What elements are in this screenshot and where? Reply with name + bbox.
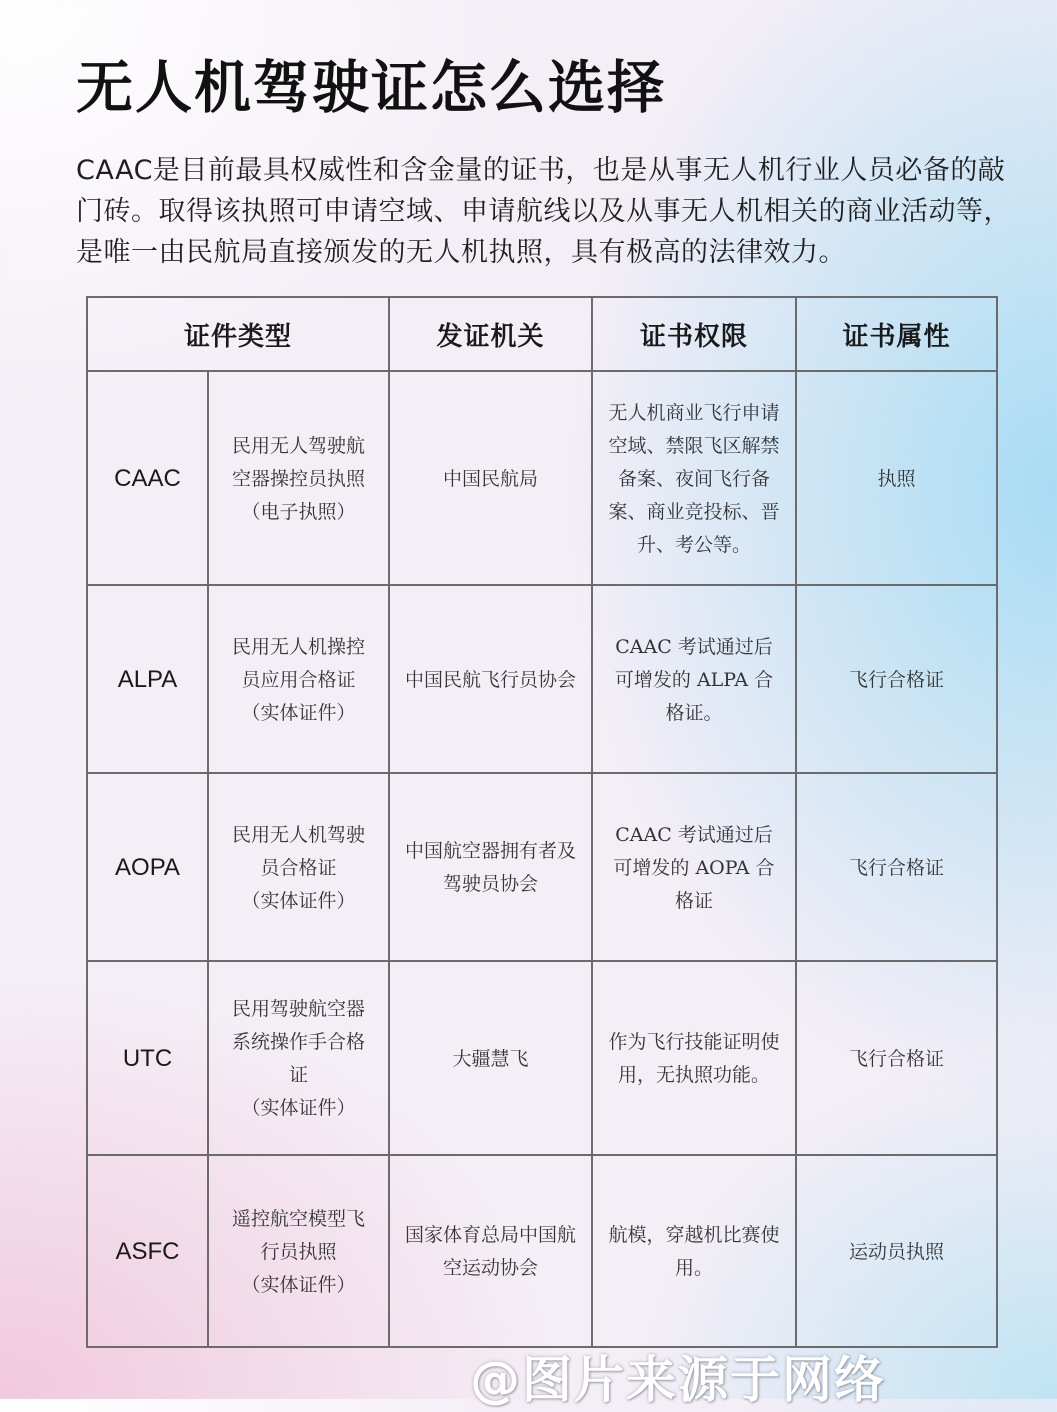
- issuer-cell: [390, 1156, 593, 1348]
- table-row: [88, 772, 996, 962]
- license-name: 民用无人机驾驶员合格证: [231, 823, 365, 879]
- issuer: 大疆慧飞: [452, 1047, 529, 1070]
- license-name: 遥控航空模型飞行员执照: [231, 1207, 365, 1263]
- license-comparison-table: [86, 296, 998, 1348]
- attribute-cell: [797, 372, 996, 586]
- attribute: 运动员执照: [848, 1240, 944, 1263]
- issuer-cell: [390, 962, 593, 1156]
- attribute-cell: [797, 962, 996, 1156]
- permission: 无人机商业飞行申请空域、禁限飞区解禁备案、夜间飞行备案、商业竞投标、晋升、考公等。: [608, 401, 780, 556]
- header-cell-permission: 证书权限: [593, 298, 797, 370]
- license-form: （实体证件）: [241, 1097, 356, 1119]
- issuer-cell: [390, 372, 593, 586]
- permission: CAAC 考试通过后可增发的 AOPA 合格证: [613, 823, 775, 912]
- license-form: （实体证件）: [241, 701, 356, 724]
- header-cell-type: 证件类型: [88, 298, 390, 370]
- attribute: 执照: [877, 467, 916, 490]
- attribute-cell: [797, 586, 996, 774]
- issuer: 国家体育总局中国航空运动协会: [404, 1224, 576, 1279]
- issuer-cell: [390, 586, 593, 774]
- attribute: 飞行合格证: [848, 1047, 944, 1070]
- attribute: 飞行合格证: [848, 856, 944, 879]
- permission: CAAC 考试通过后可增发的 ALPA 合格证。: [614, 635, 774, 724]
- header-cell-attribute: 证书属性: [842, 321, 951, 352]
- permission-cell: [593, 586, 797, 774]
- attribute-cell: [797, 1156, 996, 1348]
- license-name-cell: [209, 962, 390, 1156]
- table-row: [88, 584, 996, 774]
- attribute: 飞行合格证: [848, 668, 944, 691]
- issuer: 中国航空器拥有者及驾驶员协会: [404, 840, 576, 895]
- issuer: 中国民航局: [442, 467, 538, 490]
- table-header-row: [88, 298, 996, 370]
- header-cell-issuer: 发证机关: [390, 298, 593, 370]
- issuer-cell: [390, 774, 593, 962]
- license-name-cell: [209, 372, 390, 586]
- license-name: 民用无人机操控员应用合格证: [231, 635, 365, 691]
- license-name-cell: [209, 586, 390, 774]
- issuer: 中国民航飞行员协会: [404, 668, 576, 691]
- license-form: （实体证件）: [241, 889, 356, 912]
- permission-cell: [593, 372, 797, 586]
- license-name: 民用驾驶航空器系统操作手合格证: [231, 998, 365, 1086]
- license-code: AOPA: [88, 774, 209, 962]
- permission-cell: [593, 962, 797, 1156]
- table-row: [88, 370, 996, 586]
- license-code: UTC: [88, 962, 209, 1156]
- permission-cell: [593, 774, 797, 962]
- license-code: CAAC: [88, 372, 209, 586]
- license-name: 民用无人驾驶航空器操控员执照: [231, 434, 365, 490]
- permission: 作为飞行技能证明使用，无执照功能。: [608, 1031, 780, 1086]
- license-name-cell: [209, 774, 390, 962]
- license-code: ASFC: [88, 1156, 209, 1348]
- license-form: （电子执照）: [241, 500, 356, 523]
- watermark: @图片来源于网络: [470, 1351, 886, 1409]
- table-row: [88, 960, 996, 1156]
- intro-paragraph: CAAC是目前最具权威性和含金量的证书，也是从事无人机行业人员必备的敲门砖。取得该执照可申请空域、申请航线以及从事无人机相关的商业活动等，是唯一由民航局直接颁发的无人机执照，具有极高的法律效力。: [76, 155, 1011, 268]
- license-form: （实体证件）: [241, 1273, 356, 1296]
- permission: 航模，穿越机比赛使用。: [608, 1224, 780, 1279]
- page-title: 无人机驾驶证怎么选择: [76, 55, 666, 121]
- permission-cell: [593, 1156, 797, 1348]
- license-name-cell: [209, 1156, 390, 1348]
- table-row: [88, 1154, 996, 1348]
- attribute-cell: [797, 774, 996, 962]
- license-code: ALPA: [88, 586, 209, 774]
